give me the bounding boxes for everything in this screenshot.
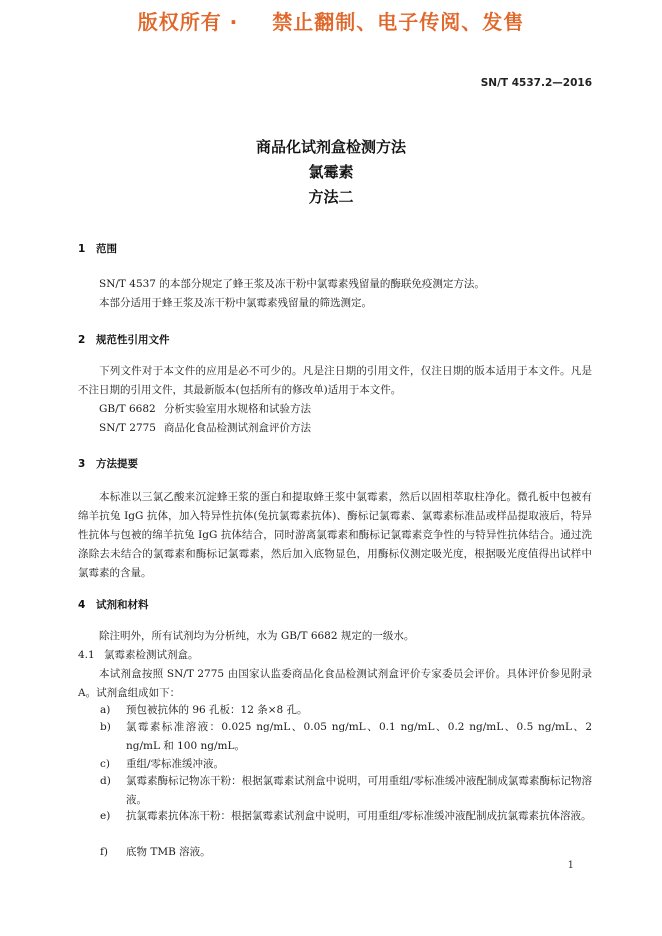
section-3-heading — [78, 456, 138, 471]
list-item-label: d) — [100, 775, 111, 787]
section-number: 3 — [78, 458, 86, 470]
section-title: 试剂和材料 — [96, 599, 149, 611]
reference-code: SN/T 2775 — [99, 422, 156, 434]
list-item-label: c) — [100, 758, 110, 770]
list-item-text: 抗氯霉素抗体冻干粉：根据氯霉素试剂盒中说明，可用重组/零标准缓冲液配制成抗氯霉素抗体溶液。 — [126, 810, 592, 822]
list-item-label: e) — [100, 810, 111, 822]
list-item-label: a) — [100, 704, 111, 716]
section-number: 2 — [78, 334, 86, 346]
list-item-label: b) — [100, 721, 111, 733]
list-item — [100, 718, 592, 756]
list-item — [100, 843, 592, 862]
list-item-text: 氯霉素标准溶液：0.025 ng/mL、0.05 ng/mL、0.1 ng/mL、0.2 ng/mL、0.5 ng/mL、2 ng/mL 和 100 ng/mL。 — [126, 721, 592, 752]
section-4-paragraph: 除注明外，所有试剂均为分析纯，水为 GB/T 6682 规定的一级水。 — [99, 630, 415, 642]
subsection-4-1-heading — [78, 646, 199, 665]
standard-code: SN/T 4537.2—2016 — [480, 77, 592, 89]
section-title: 范围 — [96, 243, 117, 255]
section-2-paragraph: 下列文件对于本文件的应用是必不可少的。凡是注日期的引用文件，仅注日期的版本适用于本文件。凡是不注日期的引用文件，其最新版本(包括所有的修改单)适用于本文件。 — [78, 365, 592, 396]
list-item-label: f) — [100, 846, 108, 858]
section-title: 规范性引用文件 — [96, 334, 170, 346]
section-4-heading — [78, 597, 149, 612]
subsection-4-1-paragraph: 本试剂盒按照 SN/T 2775 由国家认监委商品化食品检测试剂盒评价专家委员会评价。具体评价参见附录 A。试剂盒组成如下： — [78, 668, 592, 699]
normative-reference — [99, 419, 311, 438]
section-3-paragraph: 本标准以三氯乙酸来沉淀蜂王浆的蛋白和提取蜂王浆中氯霉素，然后以固相萃取柱净化。微孔板中包被有绵羊抗兔 IgG 抗体，加入特异性抗体(兔抗氯霉素抗体)、酶标记氯霉素、氯霉素标准品或样品提取液后，特异性抗体与包被的绵羊抗兔 IgG 抗体结合，同时游离氯霉素和酶标记氯霉素竞争性的与特异性抗体结合。通过洗涤除去未结合的氯霉素和酶标记氯霉素，然后加入底物显色，用酶标仪测定吸光度，根据吸光度值得出试样中氯霉素的含量。 — [78, 491, 592, 579]
page-number: 1 — [567, 860, 574, 871]
section-title: 方法提要 — [96, 458, 138, 470]
list-item-text: 底物 TMB 溶液。 — [126, 846, 211, 858]
copyright-watermark — [0, 6, 662, 35]
section-2-heading — [78, 332, 170, 347]
document-title — [0, 135, 662, 210]
watermark-part2: 禁止翻制、电子传阅、发售 — [272, 10, 525, 34]
watermark-part1: 版权所有 · — [137, 10, 239, 34]
title-line-2: 氯霉素 — [308, 163, 354, 181]
list-item — [100, 772, 592, 810]
list-item-text: 重组/零标准缓冲液。 — [126, 758, 225, 770]
subsection-title: 氯霉素检测试剂盒。 — [104, 649, 199, 661]
section-number: 1 — [78, 243, 86, 255]
section-number: 4 — [78, 599, 86, 611]
title-line-3: 方法二 — [308, 188, 354, 206]
section-1-heading — [78, 241, 117, 256]
reference-code: GB/T 6682 — [99, 403, 156, 415]
section-1-paragraph-1: SN/T 4537 的本部分规定了蜂王浆及冻干粉中氯霉素残留量的酶联免疫测定方法。 — [99, 278, 485, 290]
list-item-text: 预包被抗体的 96 孔板：12 条×8 孔。 — [126, 704, 308, 716]
reference-title: 商品化食品检测试剂盒评价方法 — [164, 422, 311, 434]
title-line-1: 商品化试剂盒检测方法 — [255, 138, 406, 156]
section-1-paragraph-2: 本部分适用于蜂王浆及冻干粉中氯霉素残留量的筛选测定。 — [99, 297, 372, 309]
list-item-text: 氯霉素酶标记物冻干粉：根据氯霉素试剂盒中说明，可用重组/零标准缓冲液配制成氯霉素酶标记物溶液。 — [126, 775, 592, 806]
reference-title: 分析实验室用水规格和试验方法 — [164, 403, 311, 415]
normative-reference — [99, 400, 311, 419]
subsection-number: 4.1 — [78, 649, 95, 661]
list-item — [100, 807, 592, 826]
